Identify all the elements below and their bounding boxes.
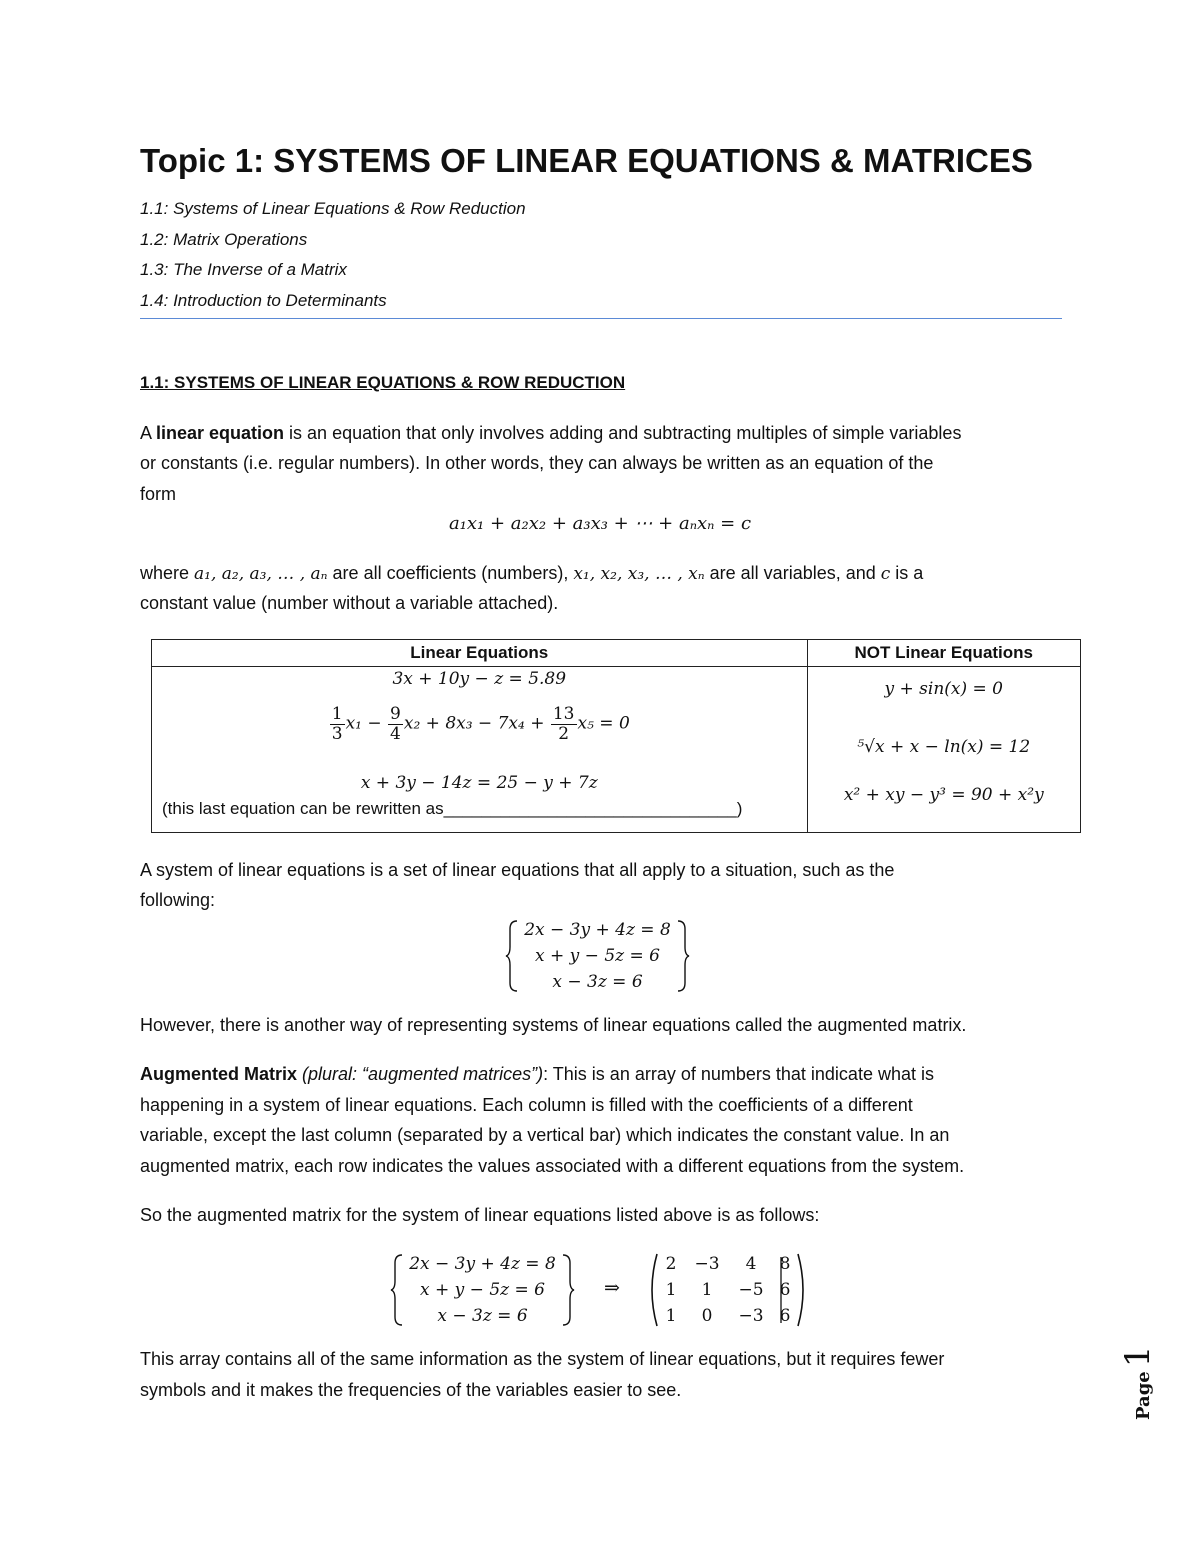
def-prefix: A xyxy=(140,423,157,443)
system-eq-3: x − 3z = 6 xyxy=(437,1306,528,1326)
system-eq-2: x + y − 5z = 6 xyxy=(420,1280,545,1300)
augmented-def-line-1 xyxy=(140,1064,934,1085)
augmented-def-line-4: augmented matrix, each row indicates the values associated with a different equations from the system. xyxy=(140,1156,965,1176)
matrix-body xyxy=(657,1251,797,1329)
closing-line-2: symbols and it makes the frequencies of the variables easier to see. xyxy=(140,1380,682,1400)
fraction-num: 1 xyxy=(331,704,343,724)
system-eq-3: x − 3z = 6 xyxy=(552,972,643,992)
toc-item-2: 1.2: Matrix Operations xyxy=(140,230,308,249)
matrix-cell: 6 xyxy=(779,1280,791,1300)
definition-line-3: form xyxy=(140,484,176,504)
coefficients-list: a₁, a₂, a₃, … , aₙ xyxy=(194,564,328,584)
equation-system-repeat xyxy=(390,1251,575,1329)
page-number-label xyxy=(1118,1340,1158,1420)
toc-divider xyxy=(140,318,1062,319)
table-row xyxy=(152,667,1081,833)
linear-eq-1: 3x + 10y − z = 5.89 xyxy=(392,669,567,689)
where-text-a: where xyxy=(140,563,195,583)
definition-line-1 xyxy=(140,423,961,444)
system-eq-1: 2x − 3y + 4z = 8 xyxy=(524,920,671,940)
system-eq-1: 2x − 3y + 4z = 8 xyxy=(409,1254,556,1274)
system-intro-line-1: A system of linear equations is a set of linear equations that all apply to a situation, such as the xyxy=(140,860,895,880)
term-augmented-matrix: Augmented Matrix xyxy=(140,1064,298,1084)
fraction-den: 2 xyxy=(558,723,570,744)
not-linear-eq-1: y + sin(x) = 0 xyxy=(884,679,1003,699)
term-linear-equation: linear equation xyxy=(156,423,285,443)
augmented-plural: (plural: “augmented matrices”) xyxy=(297,1064,544,1084)
section-heading: 1.1: SYSTEMS OF LINEAR EQUATIONS & ROW REDUCTION xyxy=(140,373,626,392)
fraction-1-3 xyxy=(330,705,345,743)
variables-list: x₁, x₂, x₃, … , xₙ xyxy=(573,564,705,584)
matrix-row xyxy=(657,1303,797,1329)
fraction-num: 9 xyxy=(390,704,401,724)
page-number: 1 xyxy=(1118,1345,1158,1368)
toc-item-3: 1.3: The Inverse of a Matrix xyxy=(140,260,347,279)
not-linear-cell xyxy=(807,667,1080,833)
linear-eq-3: x + 3y − 14z = 25 − y + 7z xyxy=(360,773,598,793)
not-linear-eq-3: x² + xy − y³ = 90 + x²y xyxy=(843,785,1044,805)
fraction-den: 3 xyxy=(331,723,343,744)
augmented-matrix xyxy=(645,1251,810,1329)
matrix-cell: 2 xyxy=(665,1254,677,1274)
rewrite-note: (this last equation can be rewritten as_______________________________) xyxy=(162,799,743,818)
fraction-9-4 xyxy=(388,705,403,743)
fraction-num: 13 xyxy=(552,704,575,724)
matrix-cell: 0 xyxy=(701,1306,713,1326)
where-text-c: are all variables, and xyxy=(704,563,881,583)
matrix-cell: 6 xyxy=(779,1306,791,1326)
system-eq-2: x + y − 5z = 6 xyxy=(535,946,660,966)
eq2-term-3: x₅ = 0 xyxy=(577,713,630,734)
matrix-cell: 1 xyxy=(701,1280,713,1300)
where-line-2: constant value (number without a variable attached). xyxy=(140,593,559,613)
eq2-term-2: x₂ + 8x₃ − 7x₄ + xyxy=(403,713,550,734)
toc-item-1: 1.1: Systems of Linear Equations & Row Reduction xyxy=(140,199,526,218)
where-text-b: are all coefficients (numbers), xyxy=(327,563,574,583)
general-form-equation: a₁x₁ + a₂x₂ + a₃x₃ + ⋯ + aₙxₙ = c xyxy=(448,513,752,534)
page-word: Page xyxy=(1133,1371,1154,1420)
constant-symbol: c xyxy=(880,564,891,584)
matrix-cell: 1 xyxy=(665,1306,677,1326)
fraction-13-2 xyxy=(551,705,577,743)
def-text: is an equation that only involves adding and subtracting multiples of simple variables xyxy=(284,423,962,443)
linear-cell xyxy=(152,667,808,833)
page-title: Topic 1: SYSTEMS OF LINEAR EQUATIONS & MATRICES xyxy=(140,142,1033,179)
matrix-cell: −3 xyxy=(738,1306,764,1326)
closing-line-1: This array contains all of the same information as the system of linear equations, but it requires fewer xyxy=(140,1349,945,1369)
augmented-def-line-3: variable, except the last column (separated by a vertical bar) which indicates the constant value. In an xyxy=(140,1125,950,1145)
eq2-term-1: x₁ − xyxy=(345,713,388,734)
definition-line-2: or constants (i.e. regular numbers). In other words, they can always be written as an equation of the xyxy=(140,453,934,473)
header-linear: Linear Equations xyxy=(152,640,808,667)
toc-item-4: 1.4: Introduction to Determinants xyxy=(140,291,387,310)
header-not-linear: NOT Linear Equations xyxy=(807,640,1080,667)
matrix-cell: 8 xyxy=(779,1254,791,1274)
matrix-cell: −3 xyxy=(694,1254,720,1274)
matrix-cell: 4 xyxy=(745,1254,757,1274)
augmented-def-line-2: happening in a system of linear equations. Each column is filled with the coefficients of a different xyxy=(140,1095,913,1115)
fraction-den: 4 xyxy=(390,723,401,744)
matrix-cell: −5 xyxy=(738,1280,764,1300)
equation-system xyxy=(505,917,690,995)
matrix-row xyxy=(657,1277,797,1303)
so-line: So the augmented matrix for the system of linear equations listed above is as follows: xyxy=(140,1205,820,1225)
not-linear-eq-2: ⁵√x + x − ln(x) = 12 xyxy=(857,737,1031,757)
matrix-row xyxy=(657,1251,797,1277)
implies-arrow: ⇒ xyxy=(604,1277,620,1299)
where-text-d: is a xyxy=(890,563,924,583)
linear-eq-2 xyxy=(152,705,807,759)
matrix-cell: 1 xyxy=(665,1280,677,1300)
augmented-def-text: : This is an array of numbers that indicate what is xyxy=(543,1064,934,1084)
where-line xyxy=(140,563,923,584)
however-line: However, there is another way of representing systems of linear equations called the augmented matrix. xyxy=(140,1015,967,1035)
system-intro-line-2: following: xyxy=(140,890,216,910)
table-header-row xyxy=(152,640,1081,667)
linear-vs-nonlinear-table xyxy=(151,639,1081,833)
